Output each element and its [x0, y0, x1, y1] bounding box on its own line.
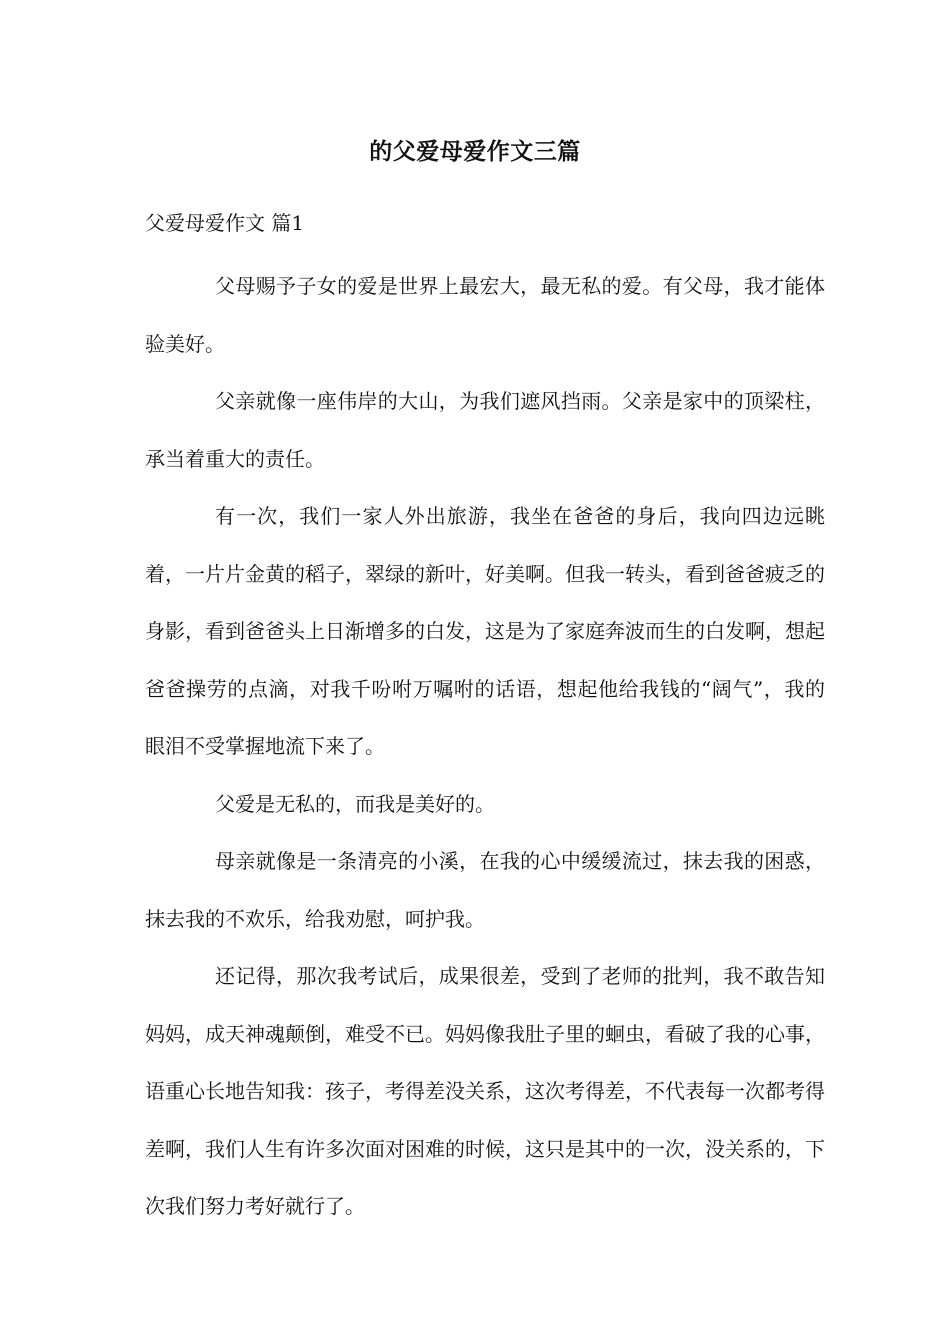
paragraph: 父爱是无私的，而我是美好的。: [215, 791, 495, 816]
document-title: 的父爱母爱作文三篇: [369, 138, 581, 165]
paragraph: 有一次，我们一家人外出旅游，我坐在爸爸的身后，我向四边远眺着，一片片金黄的稻子，翠绿的新叶，好美啊。但我一转头，看到爸爸疲乏的身影，看到爸爸头上日渐增多的白发，这是为了家庭奔波而生的白发啊，想起爸爸操劳的点滴，对我千吩咐万嘱咐的话语，想起他给我钱的“阔气”，我的眼泪不受掌握地流下来了。: [145, 504, 825, 758]
paragraph: 还记得，那次我考试后，成果很差，受到了老师的批判，我不敢告知妈妈，成天神魂颠倒，难受不已。妈妈像我肚子里的蛔虫，看破了我的心事，语重心长地告知我：孩子，考得差没关系，这次考得差，不代表每一次都考得差啊，我们人生有许多次面对困难的时候，这只是其中的一次，没关系的，下次我们努力考好就行了。: [145, 964, 825, 1218]
paragraph: 母亲就像是一条清亮的小溪，在我的心中缓缓流过，抹去我的困惑，抹去我的不欢乐，给我劝慰，呵护我。: [145, 849, 825, 931]
paragraph: 父亲就像一座伟岸的大山，为我们遮风挡雨。父亲是家中的顶梁柱，承当着重大的责任。: [145, 389, 825, 471]
section-heading: 父爱母爱作文 篇1: [145, 211, 305, 235]
paragraph: 父母赐予子女的爱是世界上最宏大，最无私的爱。有父母，我才能体验美好。: [145, 274, 825, 356]
article-body: [145, 258, 825, 1236]
